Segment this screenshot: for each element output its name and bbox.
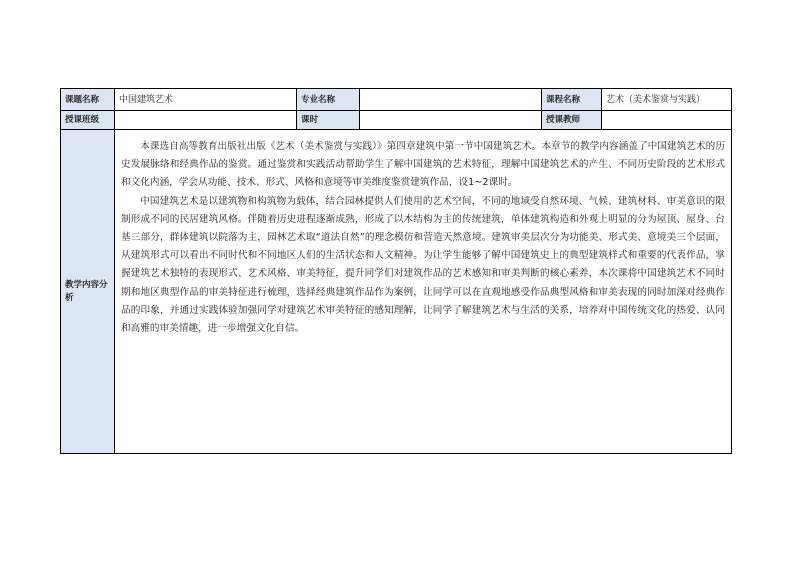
course-name-value[interactable]: 中国建筑艺术 [115,89,297,111]
table-row [61,89,732,111]
analysis-content[interactable] [115,130,732,454]
hours-value[interactable] [360,111,542,130]
hours-label: 课时 [297,111,360,130]
analysis-paragraph-1: 本课选自高等教育出版社出版《艺术（美术鉴赏与实践）》第四章建筑中第一节中国建筑艺术。本章节的教学内容涵盖了中国建筑艺术的历史发展脉络和经典作品的鉴赏。通过鉴赏和实践活动帮助学生了解中国建筑的艺术特征，理解中国建筑艺术的产生、不同历史阶段的艺术形式和文化内涵，学会从功能、技术、形式、风格和意境等审美维度鉴赏建筑作品，设1~2课时。 [121,141,725,189]
table-row [61,111,732,130]
teacher-label: 授课教师 [542,111,602,130]
analysis-paragraph-2: 中国建筑艺术是以建筑物和构筑物为载体，结合园林提供人们使用的艺术空间，不同的地域受自然环境、气候、建筑材料、审美意识的限制形成不同的民居建筑风格。伴随着历史进程逐渐成熟，形成了以木结构为主的传统建筑，单体建筑构造和外观上明显的分为屋顶、屋身、台基三部分，群体建筑以院落为主，园林艺术取“道法自然”的理念模仿和营造天然意境。建筑审美层次分为功能美、形式美、意境美三个层面，从建筑形式可以看出不同时代和不同地区人们的生活状态和人文精神。为让学生能够了解中国建筑史上的典型建筑样式和重要的代表作品，掌握建筑艺术独特的表现形式、艺术风格、审美特征，提升同学们对建筑作品的艺术感知和审美判断的核心素养，本次课将中国建筑艺术不同时期和地区典型作品的审美特征进行梳理，选择经典建筑作品作为案例，让同学可以在直观地感受作品典型风格和审美表现的同时加深对经典作品的印象，并通过实践体验加强同学对建筑艺术审美特征的感知理解，让同学了解建筑艺术与生活的关系，培养对中国传统文化的热爱、认同和高雅的审美情趣，进一步增强文化自信。 [121,195,725,335]
analysis-label: 教学内容分析 [61,130,115,454]
class-value[interactable] [115,111,297,130]
course-name-label: 课题名称 [61,89,115,111]
course-label: 课程名称 [542,89,602,111]
major-label: 专业名称 [297,89,360,111]
teacher-value[interactable] [602,111,732,130]
class-label: 授课班级 [61,111,115,130]
lesson-plan-table [60,88,732,454]
major-value[interactable] [360,89,542,111]
table-row [61,130,732,454]
course-value[interactable]: 艺术（美术鉴赏与实践） [602,89,732,111]
